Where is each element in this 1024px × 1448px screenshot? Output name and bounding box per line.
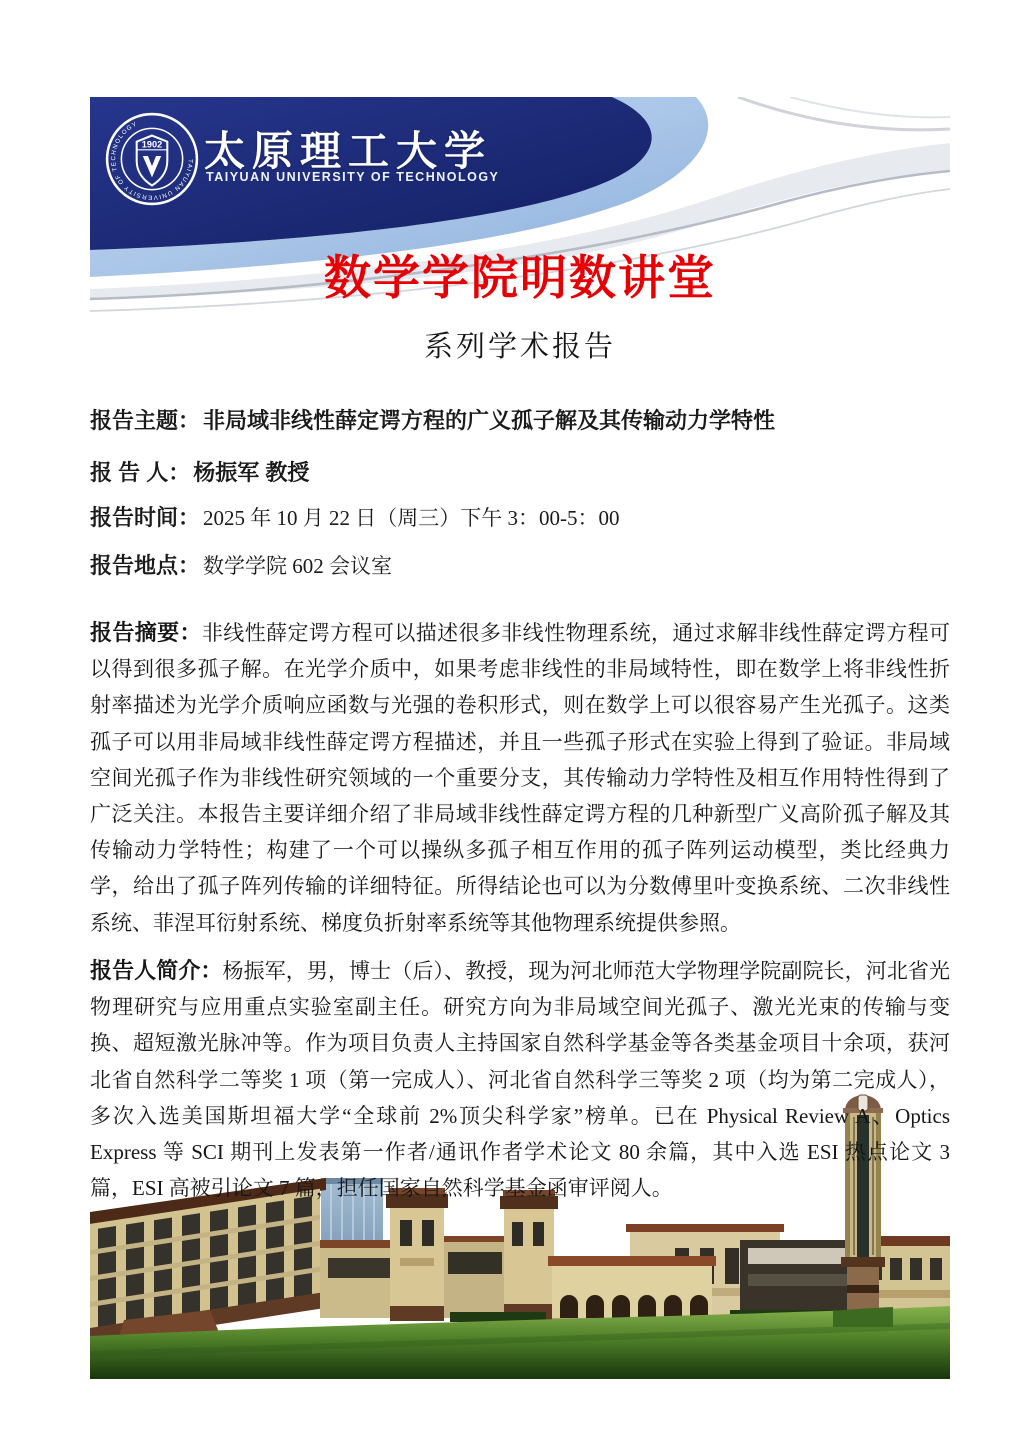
report-time-label: 报告时间： bbox=[90, 505, 201, 530]
university-name-en: TAIYUAN UNIVERSITY OF TECHNOLOGY bbox=[206, 170, 500, 184]
series-subtitle: 系列学术报告 bbox=[423, 331, 616, 363]
logo-outer-ring bbox=[107, 114, 197, 204]
report-topic-label: 报告主题： bbox=[90, 408, 201, 433]
abstract-label: 报告摘要： bbox=[90, 620, 202, 645]
logo-ring-text: TAIYUAN UNIVERSITY OF TECHNOLOGY bbox=[110, 120, 194, 201]
lecture-hall-title: 数学学院明数讲堂 bbox=[324, 253, 716, 305]
report-time-value: 2025 年 10 月 22 日（周三）下午 3：00-5：00 bbox=[203, 506, 620, 530]
report-topic-value: 非局域非线性薛定谔方程的广义孤子解及其传输动力学特性 bbox=[203, 408, 776, 433]
logo-year: 1902 bbox=[141, 139, 163, 150]
speaker-row bbox=[90, 458, 950, 488]
abstract-text: 非线性薛定谔方程可以描述很多非线性物理系统，通过求解非线性薛定谔方程可以得到很多孤子解。在光学介质中，如果考虑非线性的非局域特性，即在数学上将非线性折射率描述为光学介质响应函数与光强的卷积形式，则在数学上可以很容易产生光孤子。这类孤子可以用非局域非线性薛定谔方程描述，并且一些孤子形式在实验上得到了验证。非局域空间光孤子作为非线性研究领域的一个重要分支，其传输动力学特性及相互作用特性得到了广泛关注。本报告主要详细介绍了非局域非线性薛定谔方程的几种新型广义高阶孤子解及其传输动力学特性；构建了一个可以操纵多孤子相互作用的孤子阵列运动模型，类比经典力学，给出了孤子阵列传输的详细特征。所得结论也可以为分数傅里叶变换系统、二次非线性系统、菲涅耳衍射系统、梯度负折射率系统等其他物理系统提供参照。 bbox=[90, 621, 950, 935]
report-location-value: 数学学院 602 会议室 bbox=[203, 554, 393, 578]
university-logo bbox=[103, 110, 201, 208]
bio-paragraph bbox=[90, 953, 950, 1206]
report-location-label: 报告地点： bbox=[90, 553, 201, 578]
report-topic-row bbox=[90, 406, 950, 436]
university-name-zh: 太原理工大学 bbox=[204, 128, 492, 174]
report-time-row bbox=[90, 503, 950, 533]
logo-inner-ring bbox=[121, 128, 182, 189]
campus-photo bbox=[90, 1178, 950, 1379]
logo-torch bbox=[143, 156, 161, 177]
abstract-paragraph bbox=[90, 615, 950, 941]
bio-text: 杨振军，男，博士（后）、教授，现为河北师范大学物理学院副院长，河北省光物理研究与应用重点实验室副主任。研究方向为非局域空间光孤子、激光光束的传输与变换、超短激光脉冲等。作为项目负责人主持国家自然科学基金等各类基金项目十余项，获河北省自然科学二等奖 1 项（第一完成人）、河北省自然科学三等奖 2 项（均为第二完成人），多次入选美国斯坦福大学“全球前 2%顶尖科学家”榜单。已在 Physical Review A、Optics Express 等 SCI 期刊上发表第一作者/通讯作者学术论文 80 余篇，其中入选 ESI 热点论文 3 篇，ESI 高被引论文 7 篇，担任国家自然科学基金函审评阅人。 bbox=[90, 959, 950, 1201]
report-location-row bbox=[90, 551, 950, 581]
speaker-label: 报 告 人： bbox=[90, 460, 191, 485]
bio-label: 报告人简介： bbox=[90, 958, 223, 983]
speaker-value: 杨振军 教授 bbox=[193, 460, 310, 485]
